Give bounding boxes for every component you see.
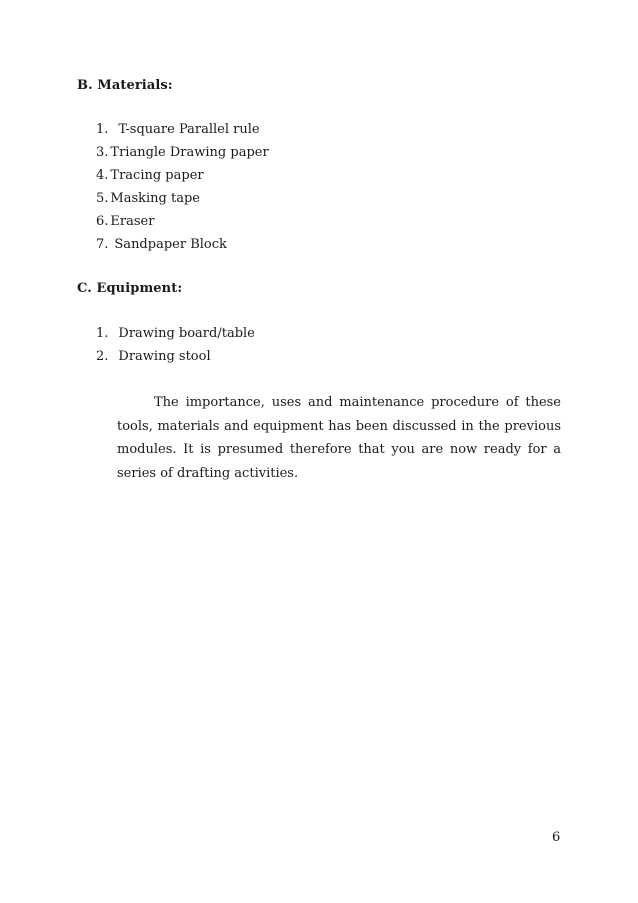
section-heading-equipment: C. Equipment:: [77, 281, 183, 296]
list-item-number: 3.: [96, 145, 109, 160]
list-item: [96, 141, 269, 164]
list-item: [96, 322, 255, 345]
list-item-number: 7.: [96, 237, 109, 252]
list-item-text: Sandpaper Block: [114, 237, 227, 252]
list-item-text: Drawing stool: [118, 349, 211, 364]
list-item: [96, 345, 255, 368]
list-item-text: Tracing paper: [110, 168, 204, 183]
list-item-number: 2.: [96, 349, 109, 364]
page-number: 6: [552, 830, 561, 845]
list-item-text: T-square Parallel rule: [118, 122, 260, 137]
list-item: [96, 233, 269, 256]
list-item-number: 6.: [96, 214, 109, 229]
list-item-number: 1.: [96, 122, 109, 137]
list-item-number: 4.: [96, 168, 109, 183]
list-item-text: Triangle Drawing paper: [110, 145, 269, 160]
list-item-text: Drawing board/table: [118, 326, 255, 341]
list-item-text: Eraser: [110, 214, 155, 229]
equipment-list: [96, 322, 255, 368]
list-item: [96, 118, 269, 141]
section-heading-materials: B. Materials:: [77, 78, 173, 93]
list-item: [96, 187, 269, 210]
materials-list: [96, 118, 269, 256]
list-item-number: 5.: [96, 191, 109, 206]
list-item: [96, 164, 269, 187]
list-item-text: Masking tape: [110, 191, 200, 206]
list-item-number: 1.: [96, 326, 109, 341]
list-item: [96, 210, 269, 233]
body-paragraph: The importance, uses and maintenance procedure of these tools, materials and equipment has been discussed in the previous modules. It is presumed therefore that you are now ready for a series of drafting activities.: [117, 395, 561, 481]
